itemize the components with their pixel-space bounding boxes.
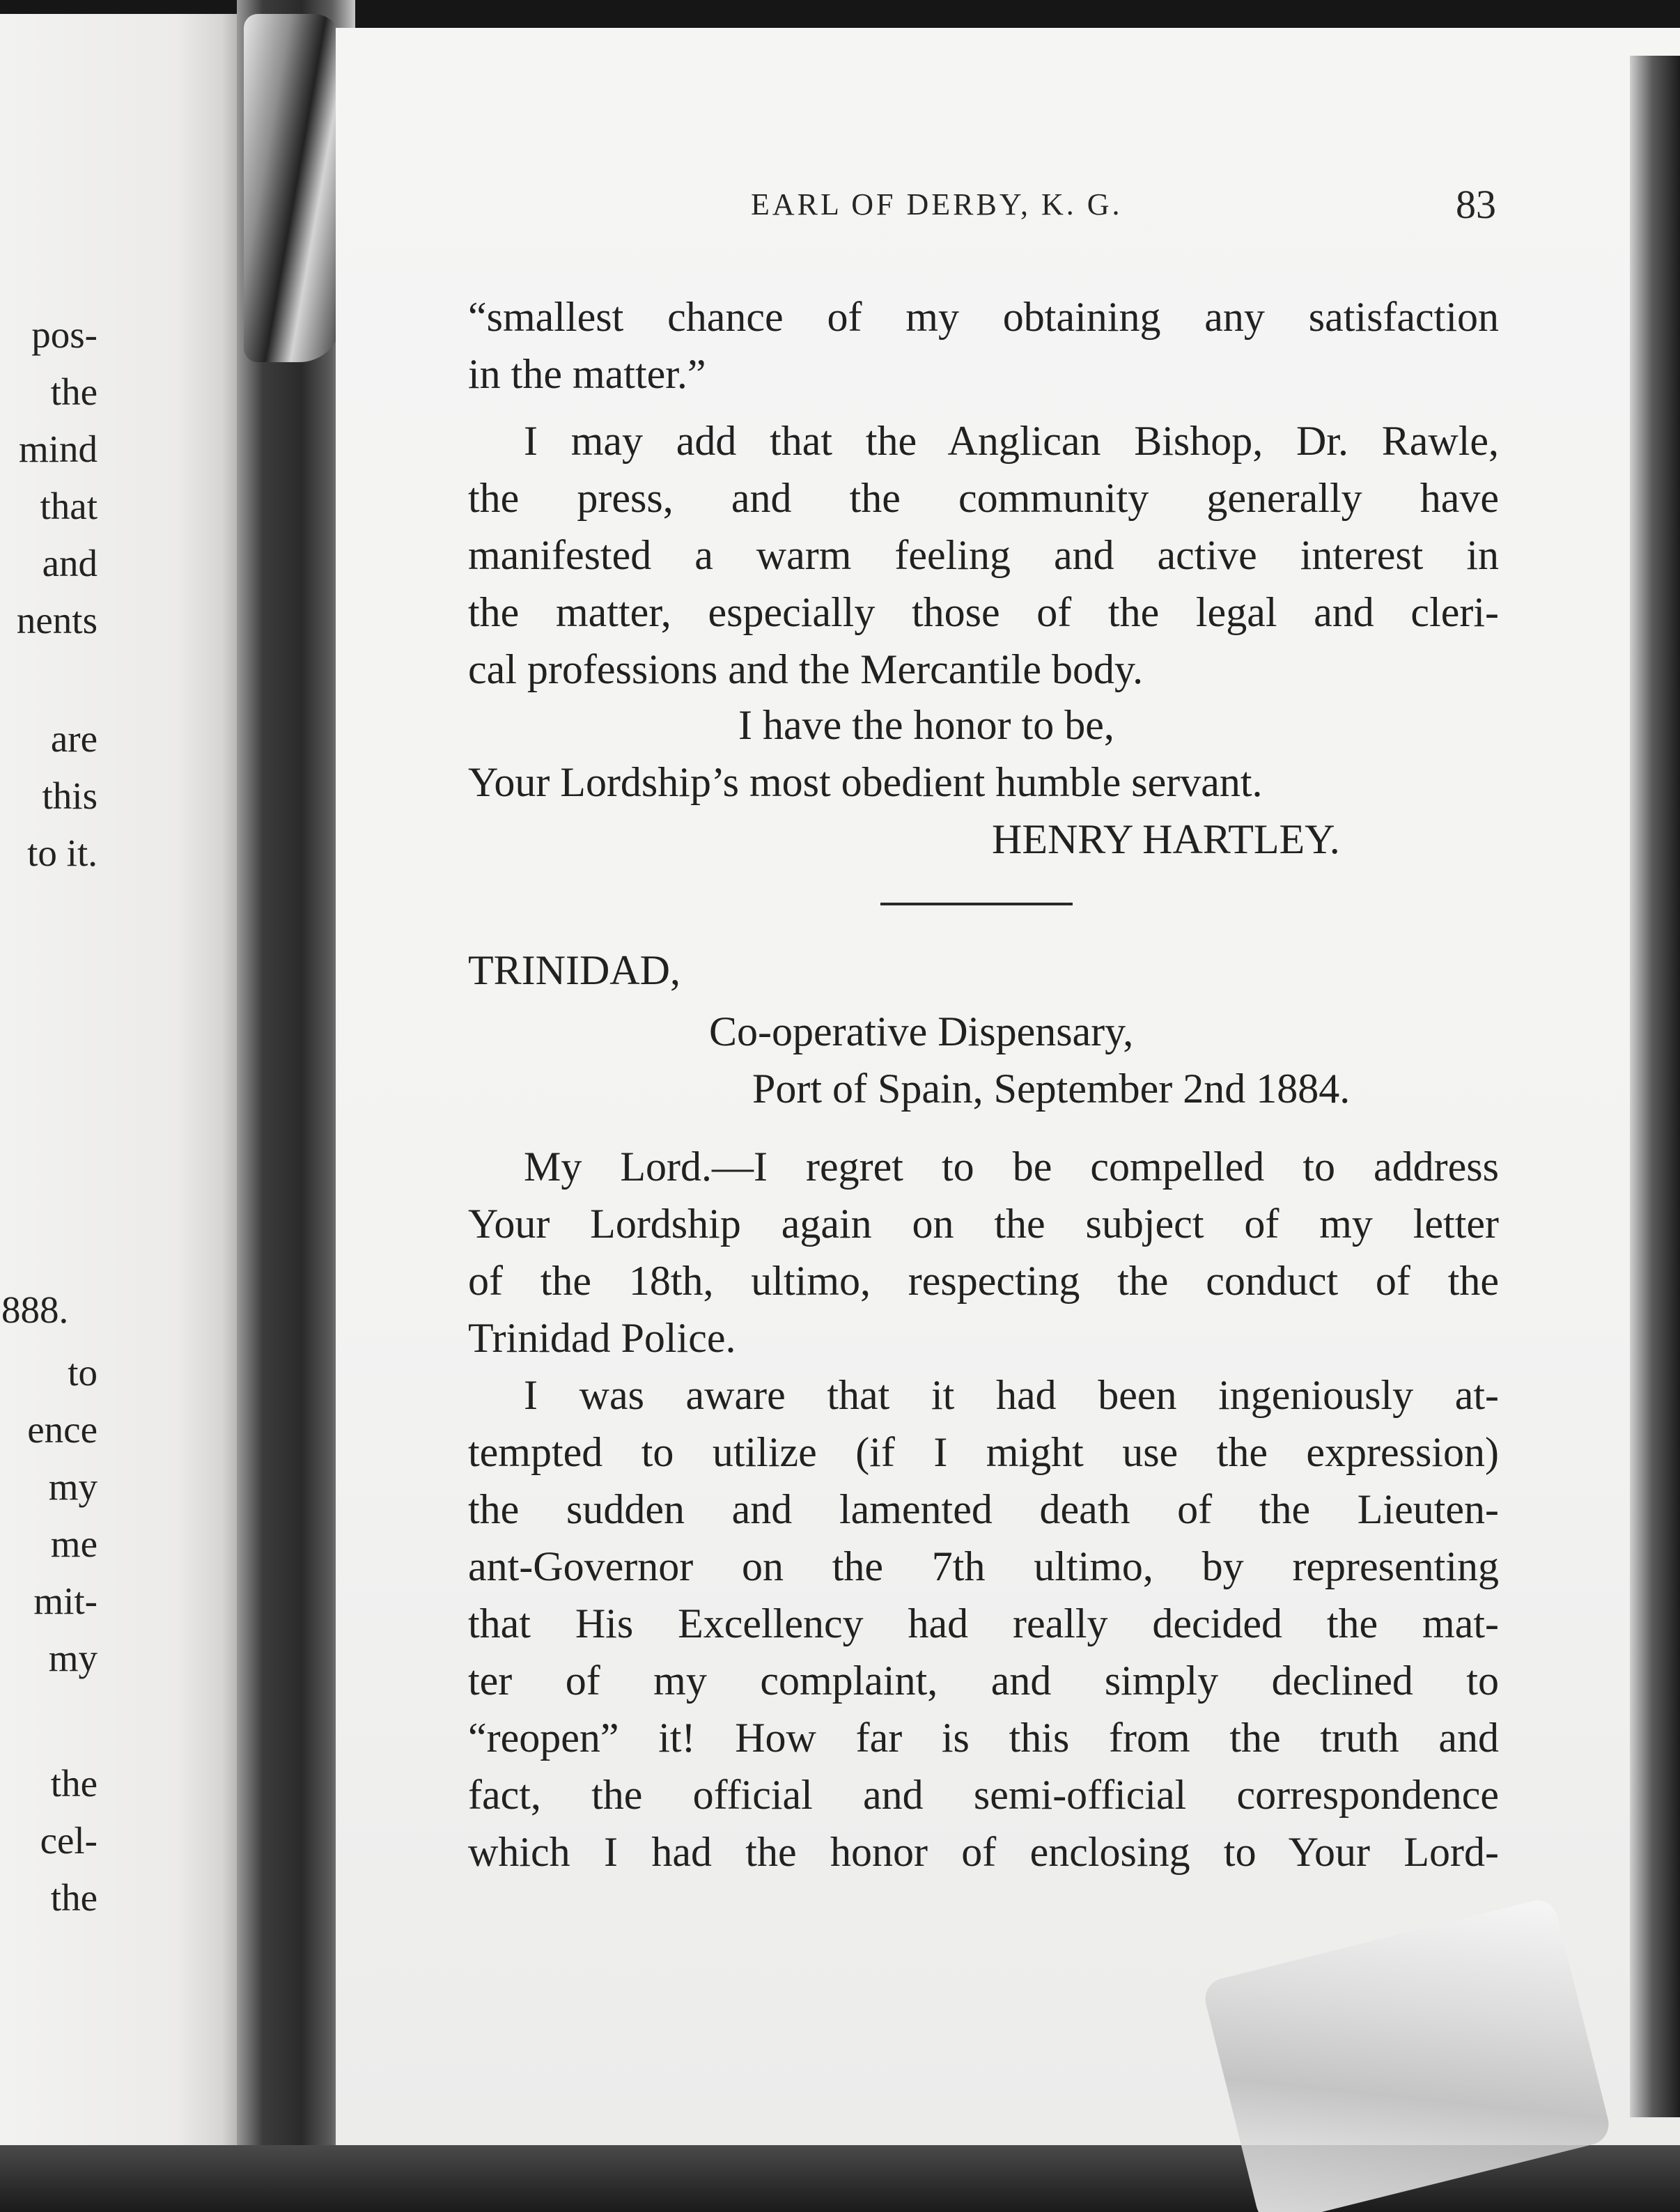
torn-spine-strip (244, 14, 341, 362)
left-page-fragment: and (42, 542, 98, 584)
text-line: ant-Governor on the 7th ultimo, by representing (468, 1543, 1499, 1589)
text-line: “smallest chance of my obtaining any satisfaction (468, 294, 1499, 340)
text-line: tempted to utilize (if I might use the expression) (468, 1429, 1499, 1475)
left-page-fragment: to it. (27, 832, 98, 874)
left-page-fragment: this (42, 774, 98, 817)
left-page-fragment: the (50, 371, 98, 413)
letter-closing: I have the honor to be, (738, 702, 1114, 748)
text-line: the press, and the community generally have (468, 475, 1499, 521)
left-page-fragment: cel- (40, 1819, 98, 1862)
text-line: Your Lordship again on the subject of my letter (468, 1201, 1499, 1247)
page-number: 83 (1456, 182, 1496, 227)
left-page-fragment: my (48, 1465, 98, 1508)
text-line: that His Excellency had really decided the mat- (468, 1600, 1499, 1646)
text-line: of the 18th, ultimo, respecting the conduct of the (468, 1258, 1499, 1304)
left-page-fragment: nents (16, 599, 98, 641)
text-line: ter of my complaint, and simply declined to (468, 1658, 1499, 1704)
left-page-fragment: ence (27, 1408, 98, 1451)
text-line: the sudden and lamented death of the Lieuten- (468, 1486, 1499, 1532)
text-line: I may add that the Anglican Bishop, Dr. Rawle, (524, 418, 1499, 464)
text-line: My Lord.—I regret to be compelled to address (524, 1144, 1499, 1190)
text-line: the matter, especially those of the legal and cleri- (468, 589, 1499, 635)
section-divider (880, 903, 1073, 905)
left-page-fragment: pos- (31, 313, 98, 356)
running-header: EARL OF DERBY, K. G. (751, 187, 1123, 221)
left-page-fragment: 888. (1, 1288, 69, 1331)
text-line: in the matter.” (468, 351, 706, 397)
left-page-fragment: the (50, 1876, 98, 1919)
letter-address-line: Port of Spain, September 2nd 1884. (752, 1066, 1351, 1112)
left-page-fragment: the (50, 1762, 98, 1805)
text-line: I was aware that it had been ingeniously at- (524, 1372, 1499, 1418)
text-line: cal professions and the Mercantile body. (468, 646, 1144, 692)
left-page-fragment: me (50, 1522, 98, 1565)
left-page-fragment: to (68, 1351, 98, 1394)
left-page-fragment: that (40, 485, 98, 527)
letter-signature: HENRY HARTLEY. (992, 816, 1340, 862)
text-line: Trinidad Police. (468, 1315, 736, 1361)
letter-valediction: Your Lordship’s most obedient humble servant. (468, 759, 1263, 805)
left-page-fragment: my (48, 1637, 98, 1679)
page-edge-shadow (1630, 56, 1680, 2117)
left-page-fragment: are (50, 717, 98, 760)
text-line: manifested a warm feeling and active interest in (468, 532, 1499, 578)
left-page-fragment: mit- (33, 1580, 98, 1622)
left-facing-page (0, 14, 252, 2159)
text-line: which I had the honor of enclosing to Your Lord- (468, 1829, 1499, 1875)
letter-place: TRINIDAD, (468, 947, 680, 993)
letter-address-line: Co-operative Dispensary, (709, 1008, 1134, 1054)
text-line: fact, the official and semi-official correspondence (468, 1772, 1499, 1818)
left-page-fragment: mind (18, 428, 98, 470)
text-line: “reopen” it! How far is this from the truth and (468, 1715, 1499, 1761)
